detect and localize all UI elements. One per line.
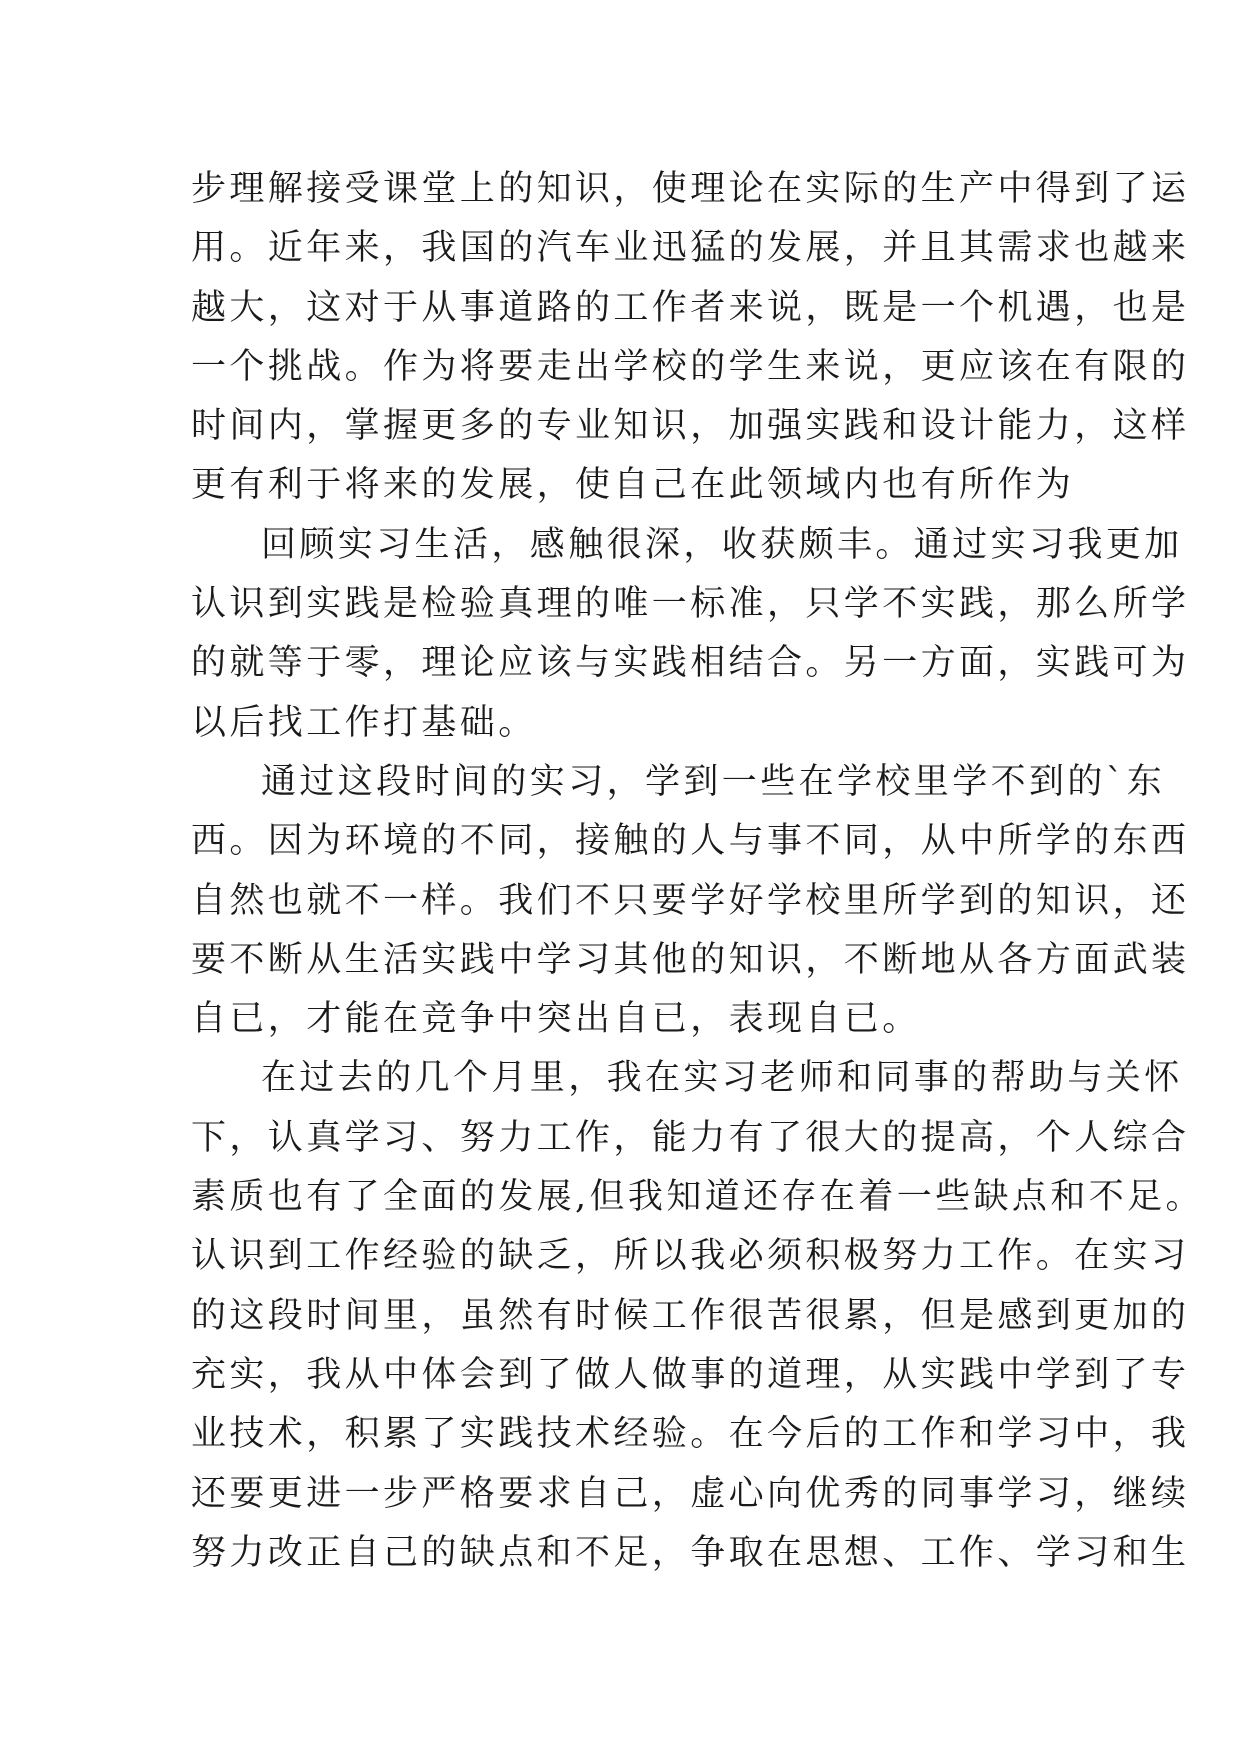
text-line: 的就等于零，理论应该与实践相结合。另一方面，实践可为: [191, 643, 1190, 684]
document-body: [191, 160, 1204, 1583]
text-line: 自然也就不一样。我们不只要学好学校里所学到的知识，还: [191, 880, 1190, 921]
text-line-first: 回顾实习生活，感触很深，收获颇丰。通过实习我更加: [261, 524, 1183, 565]
text-line: 业技术，积累了实践技术经验。在今后的工作和学习中，我: [191, 1414, 1190, 1455]
text-line: 认识到工作经验的缺乏，所以我必须积极努力工作。在实习: [191, 1236, 1190, 1277]
text-line: 用。近年来，我国的汽车业迅猛的发展，并且其需求也越来: [191, 228, 1190, 269]
text-line: 时间内，掌握更多的专业知识，加强实践和设计能力，这样: [191, 406, 1190, 447]
paragraph-reflection: [191, 1049, 1204, 1583]
text-line: 充实，我从中体会到了做人做事的道理，从实践中学到了专: [191, 1354, 1190, 1395]
text-line: 步理解接受课堂上的知识，使理论在实际的生产中得到了运: [191, 169, 1190, 209]
text-line: 努力改正自己的缺点和不足，争取在思想、工作、学习和生: [191, 1532, 1190, 1573]
text-line: 一个挑战。作为将要走出学校的学生来说，更应该在有限的: [191, 346, 1190, 387]
text-line: 越大，这对于从事道路的工作者来说，既是一个机遇，也是: [191, 287, 1190, 328]
text-line: 以后找工作打基础。: [191, 702, 537, 743]
text-line: 素质也有了全面的发展,但我知道还存在着一些缺点和不足。: [191, 1177, 1204, 1218]
text-line: 要不断从生活实践中学习其他的知识，不断地从各方面武装: [191, 939, 1190, 980]
text-line: 自已，才能在竞争中突出自已，表现自已。: [191, 999, 921, 1040]
text-line-first: 通过这段时间的实习，学到一些在学校里学不到的`东: [261, 761, 1166, 802]
paragraph-learning: [191, 753, 1190, 1049]
paragraph-review: [191, 516, 1190, 753]
text-line: 更有利于将来的发展，使自己在此领域内也有所作为: [191, 465, 1075, 506]
text-line: 还要更进一步严格要求自己，虚心向优秀的同事学习，继续: [191, 1473, 1190, 1514]
text-line: 下，认真学习、努力工作，能力有了很大的提高，个人综合: [191, 1117, 1190, 1158]
text-line: 认识到实践是检验真理的唯一标准，只学不实践，那么所学: [191, 584, 1190, 625]
paragraph-continuation: [191, 160, 1190, 516]
text-line-first: 在过去的几个月里，我在实习老师和同事的帮助与关怀: [261, 1058, 1183, 1099]
text-line: 的这段时间里，虽然有时候工作很苦很累，但是感到更加的: [191, 1295, 1190, 1336]
text-line: 西。因为环境的不同，接触的人与事不同，从中所学的东西: [191, 821, 1190, 862]
